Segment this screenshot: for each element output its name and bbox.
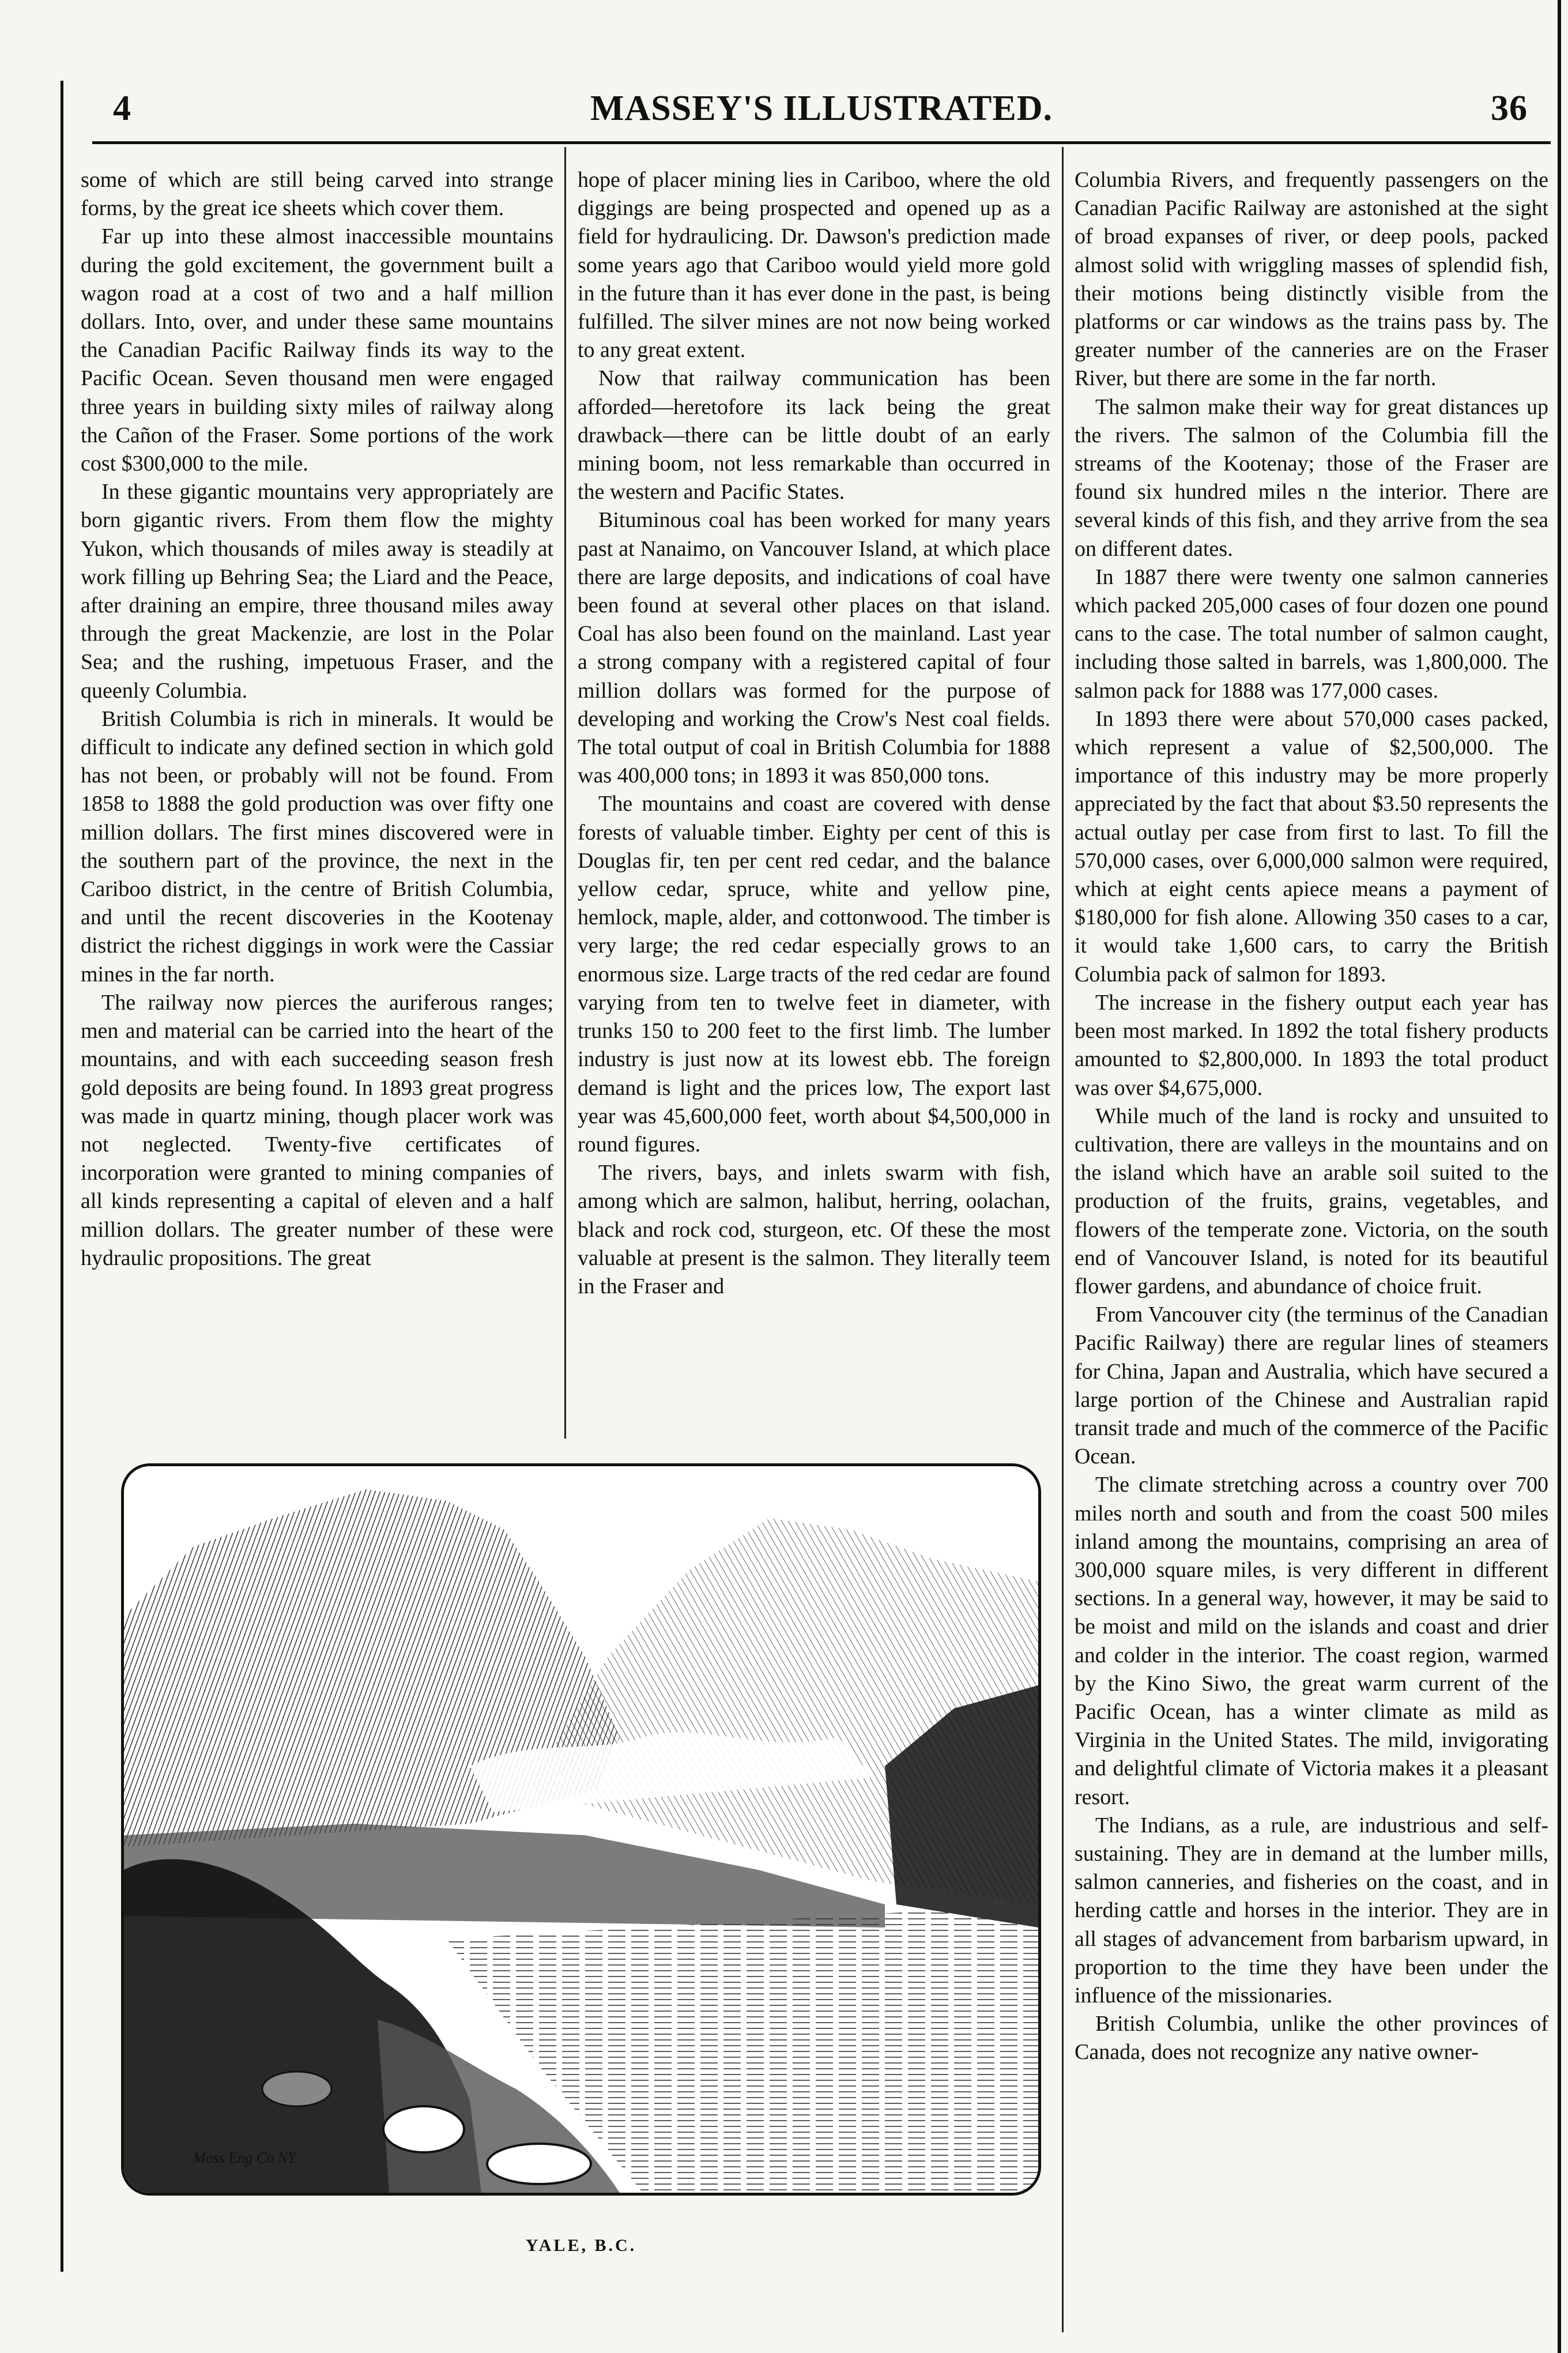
paragraph: In 1893 there were about 570,000 cases packed, which represent a value of $2,500,000. The importance of this industry may be more properly appreciated by the fact that about $3.50 represents the actual outlay per case from first to last. To fill the 570,000 cases, over 6,000,000 salmon were required, which at eight cents apiece means a payment of $180,000 for fish alone. Allowing 350 cases to a car, it would take 1,600 cars, to carry the British Columbia pack of salmon for 1893. bbox=[1075, 706, 1548, 987]
paragraph: Far up into these almost inaccessible mountains during the gold excitement, the government built a wagon road at a cost of two and a half million dollars. Into, over, and under these same mountains the Canadian Pacific Railway finds its way to the Pacific Ocean. Seven thousand men were engaged three years in building sixty miles of railway along the Cañon of the Fraser. Some portions of the work cost $300,000 to the mile. bbox=[81, 224, 553, 476]
figure-caption: YALE, B.C. bbox=[525, 2236, 637, 2255]
engraver-signature: Moss Eng Co NY. bbox=[193, 2149, 299, 2166]
paragraph: The Indians, as a rule, are industrious and self-sustaining. They are in demand at the lumber mills, salmon canneries, and fisheries on the coast, and in herding cattle and horses in the interior. They are in all stages of advancement from barbarism upward, in proportion to the time they have been under the influence of the missionaries. bbox=[1075, 1813, 1548, 2008]
paragraph: The rivers, bays, and inlets swarm with fish, among which are salmon, halibut, herring, oolachan, black and rock cod, sturgeon, etc. Of these the most valuable at present is the salmon. They literally teem in the Fraser and bbox=[578, 1161, 1050, 1298]
publication-title: MASSEY'S ILLUSTRATED. bbox=[590, 89, 1053, 128]
yale-engraving bbox=[121, 1463, 1041, 2196]
page-header bbox=[92, 78, 1551, 144]
paragraph: In these gigantic mountains very appropriately are born gigantic rivers. From them flow the mighty Yukon, which thousands of miles away is steadily at work filling up Behring Sea; the Liard and the Peace, after draining an empire, three thousand miles away through the great Mackenzie, are lost in the Polar Sea; and the rushing, impetuous Fraser, and the queenly Columbia. bbox=[81, 480, 553, 703]
paragraph: The increase in the fishery output each year has been most marked. In 1892 the total fishery products amounted to $2,800,000. In 1893 the total product was over $4,675,000. bbox=[1075, 990, 1548, 1100]
paragraph: British Columbia is rich in minerals. It would be difficult to indicate any defined section in which gold has not been, or probably will not be found. From 1858 to 1888 the gold production was over fifty one million dollars. The first mines discovered were in the southern part of the province, the next in the Cariboo district, in the centre of British Columbia, and until the recent discoveries in the Kootenay district the richest diggings in work were the Cassiar mines in the far north. bbox=[81, 706, 553, 987]
page-number-left: 4 bbox=[113, 89, 131, 128]
paragraph: Now that railway communication has been afforded—heretofore its lack being the great drawback—there can be little doubt of an early mining boom, not less remarkable than occurred in the western and Pacific States. bbox=[578, 366, 1050, 505]
paragraph: The railway now pierces the auriferous ranges; men and material can be carried into the heart of the mountains, and with each succeeding season fresh gold deposits are being found. In 1893 great progress was made in quartz mining, though placer work was not neglected. Twenty-five certificates of incorporation were granted to mining companies of all kinds representing a capital of eleven and a half million dollars. The greater number of these were hydraulic propositions. The great bbox=[81, 990, 553, 1270]
column-rule-1 bbox=[564, 147, 566, 1439]
paragraph: British Columbia, unlike the other provinces of Canada, does not recognize any native owner- bbox=[1075, 2012, 1548, 2065]
paragraph: The mountains and coast are covered with dense forests of valuable timber. Eighty per cent of this is Douglas fir, ten per cent red cedar, and the balance yellow cedar, spruce, white and yellow pine, hemlock, maple, alder, and cottonwood. The timber is very large; the red cedar especially grows to an enormous size. Large tracts of the red cedar are found varying from ten to twelve feet in diameter, with trunks 150 to 200 feet to the first limb. The lumber industry is just now at its lowest ebb. The foreign demand is light and the prices low, The export last year was 45,600,000 feet, worth about $4,500,000 in round figures. bbox=[578, 792, 1050, 1157]
paragraph: In 1887 there were twenty one salmon canneries which packed 205,000 cases of four dozen one pound cans to the case. The total number of salmon caught, including those salted in barrels, was 1,800,000. The salmon pack for 1888 was 177,000 cases. bbox=[1075, 564, 1548, 703]
article-column-3 bbox=[1075, 166, 1548, 2067]
paragraph: While much of the land is rocky and unsuited to cultivation, there are valleys in the mountains and on the island which have an arable soil suited to the production of the fruits, grains, vegetables, and flowers of the temperate zone. Victoria, on the south end of Vancouver Island, is noted for its beautiful flower gardens, and abundance of choice fruit. bbox=[1075, 1104, 1548, 1298]
paragraph: some of which are still being carved into strange forms, by the great ice sheets which cover them. bbox=[81, 168, 553, 221]
right-edge-rule bbox=[1558, 0, 1561, 2353]
column-rule-2 bbox=[1062, 147, 1064, 2332]
paragraph: The salmon make their way for great distances up the rivers. The salmon of the Columbia fill the streams of the Kootenay; those of the Fraser are found six hundred miles n the interior. There are several kinds of this fish, and they arrive from the sea on different dates. bbox=[1075, 394, 1548, 561]
paragraph: Bituminous coal has been worked for many years past at Nanaimo, on Vancouver Island, at which place there are large deposits, and indications of coal have been found at several other places on that island. Coal has also been found on the mainland. Last year a strong company with a registered capital of four million dollars was formed for the purpose of developing and working the Crow's Nest coal fields. The total output of coal in British Columbia for 1888 was 400,000 tons; in 1893 it was 850,000 tons. bbox=[578, 508, 1050, 788]
paragraph: Columbia Rivers, and frequently passengers on the Canadian Pacific Railway are astonished at the sight of broad expanses of river, or deep pools, packed almost solid with wriggling masses of splendid fish, their motions being distinctly visible from the platforms or car windows as the trains pass by. The greater number of the canneries are on the Fraser River, but there are some in the far north. bbox=[1075, 168, 1548, 391]
article-column-2 bbox=[578, 166, 1050, 1301]
paragraph: hope of placer mining lies in Cariboo, where the old diggings are being prospected and opened up as a field for hydraulicing. Dr. Dawson's prediction made some years ago that Cariboo would yield more gold in the future than it has ever done in the past, is being fulfilled. The silver mines are not now being worked to any great extent. bbox=[578, 168, 1050, 363]
landscape-illustration bbox=[124, 1466, 1038, 2193]
page-number-right: 36 bbox=[1491, 89, 1528, 128]
paragraph: From Vancouver city (the terminus of the Canadian Pacific Railway) there are regular lines of steamers for China, Japan and Australia, which have secured a large portion of the Chinese and Australian rapid transit trade and much of the commerce of the Pacific Ocean. bbox=[1075, 1302, 1548, 1469]
paragraph: The climate stretching across a country over 700 miles north and south and from the coast 500 miles inland among the mountains, comprising an area of 300,000 square miles, is very different in different sections. In a general way, however, it may be said to be moist and mild on the islands and coast and drier and colder in the interior. The coast region, warmed by the Kino Siwo, the great warm current of the Pacific Ocean, has a winter climate as mild as Virginia in the United States. The mild, invigorating and delightful climate of Victoria makes it a pleasant resort. bbox=[1075, 1473, 1548, 1809]
article-column-1 bbox=[81, 166, 553, 1272]
